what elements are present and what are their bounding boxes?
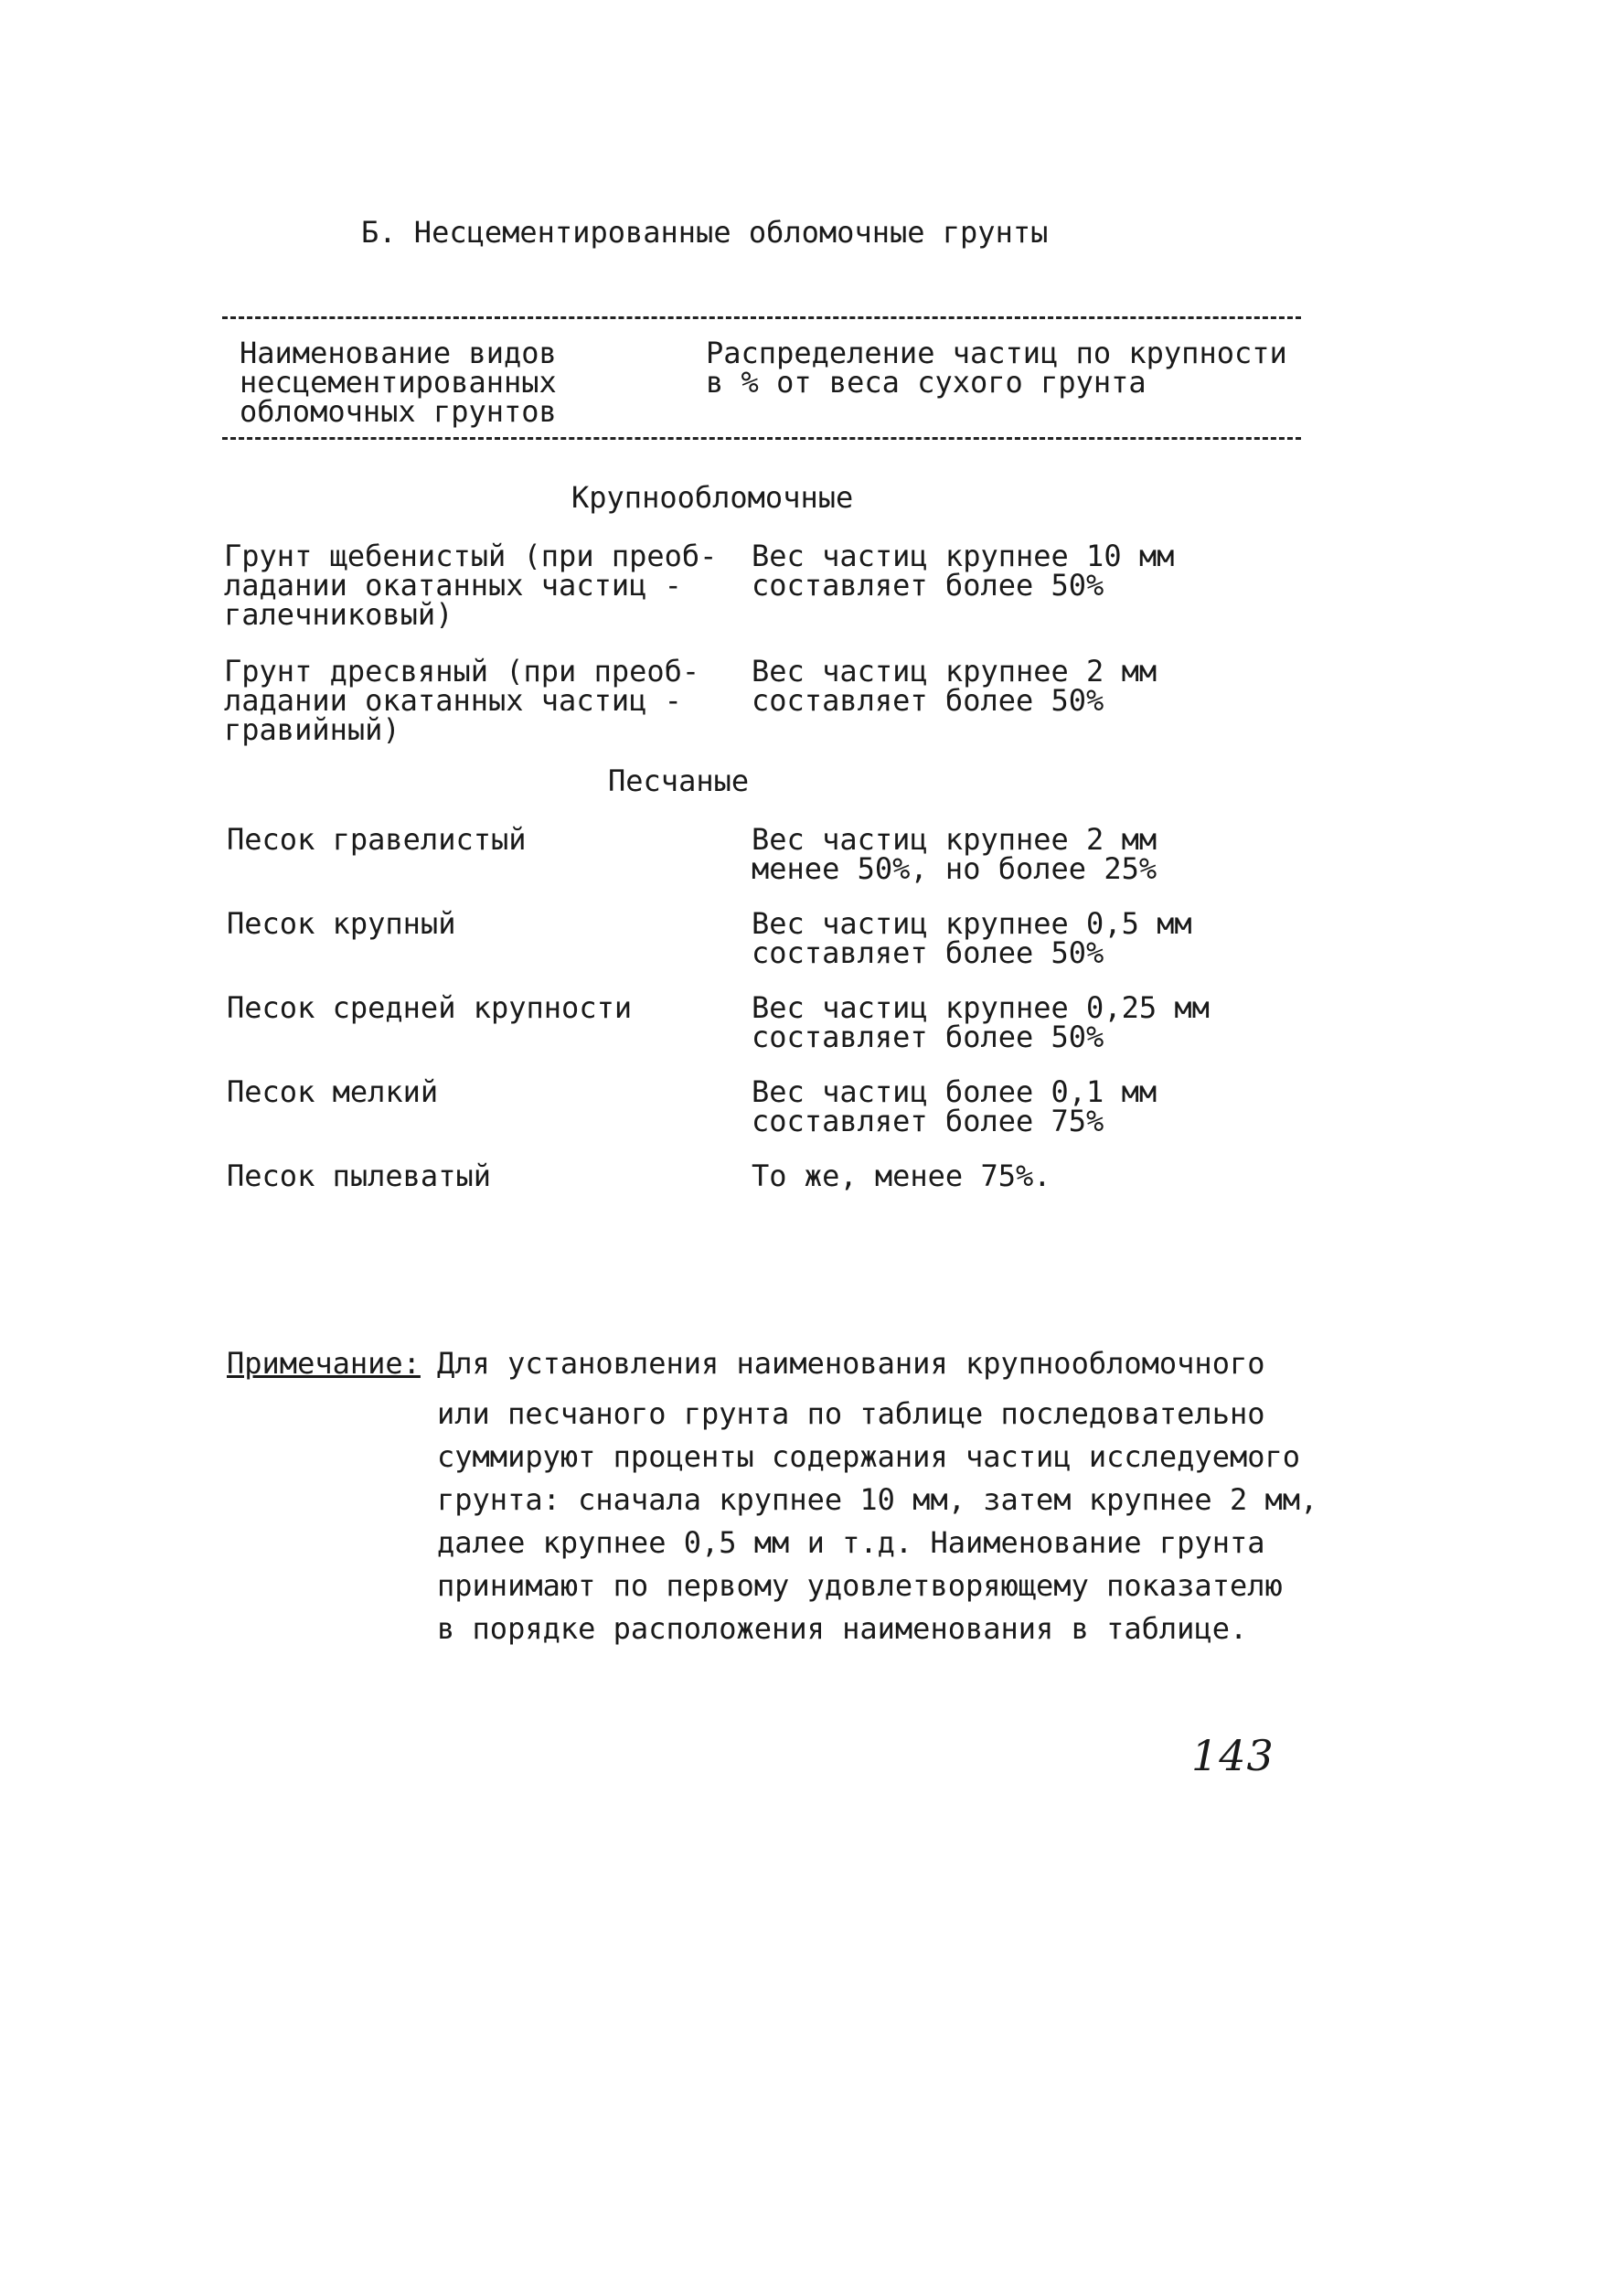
table-row-name: [224, 654, 700, 747]
page-number: 143: [1191, 1731, 1275, 1780]
note-line: принимают по первому удовлетворяющему показателю: [437, 1568, 1283, 1603]
note-line: грунта: сначала крупнее 10 мм, затем крупнее 2 мм,: [437, 1482, 1318, 1517]
row-value-line: составляет более 50%: [752, 683, 1104, 718]
header-col-1: [240, 336, 557, 429]
row-value-line: То же, менее 75%.: [752, 1159, 1051, 1193]
table-row-value: [752, 822, 1157, 886]
row-name-line: Песок гравелистый: [227, 822, 527, 857]
row-value-line: Вес частиц крупнее 0,25 мм: [752, 990, 1210, 1025]
section-title: Б. Несцементированные обломочные грунты: [361, 215, 1049, 250]
table-row-value: [752, 539, 1175, 603]
row-value-line: менее 50%, но более 25%: [752, 851, 1157, 886]
table-row-name: [227, 906, 456, 941]
table-row-name: [227, 822, 527, 857]
header-col-2: [706, 336, 1287, 400]
row-name-line: Песок крупный: [227, 906, 456, 941]
group-title-coarse: Крупнообломочные: [571, 480, 854, 515]
row-value-line: составляет более 50%: [752, 935, 1104, 970]
table-top-rule: [222, 316, 1301, 319]
header-col-1-line: обломочных грунтов: [240, 394, 557, 429]
row-value-line: Вес частиц крупнее 10 мм: [752, 539, 1175, 573]
row-name-line: Песок пылеватый: [227, 1159, 491, 1193]
row-name-line: Грунт щебенистый (при преоб-: [224, 539, 718, 573]
note-line: или песчаного грунта по таблице последовательно: [437, 1396, 1265, 1431]
note-body: [437, 1393, 1317, 1650]
row-name-line: Грунт дресвяный (при преоб-: [224, 654, 700, 689]
note-line: далее крупнее 0,5 мм и т.д. Наименование грунта: [437, 1525, 1265, 1560]
table-row-name: [227, 1074, 439, 1109]
header-col-2-line: в % от веса сухого грунта: [706, 365, 1147, 400]
table-row-name: [227, 990, 633, 1025]
row-value-line: составляет более 50%: [752, 1020, 1104, 1054]
header-col-2-line: Распределение частиц по крупности: [706, 336, 1287, 370]
row-value-line: Вес частиц крупнее 2 мм: [752, 822, 1157, 857]
note-label: Примечание:: [227, 1346, 421, 1381]
row-name-line: ладании окатанных частиц -: [224, 568, 682, 603]
table-row-name: [224, 539, 718, 632]
table-row-value: [752, 1161, 1051, 1191]
row-value-line: составляет более 50%: [752, 568, 1104, 603]
group-title-sandy: Песчаные: [608, 764, 750, 798]
row-value-line: Вес частиц крупнее 2 мм: [752, 654, 1157, 689]
row-name-line: Песок мелкий: [227, 1074, 439, 1109]
row-name-line: ладании окатанных частиц -: [224, 683, 682, 718]
note-line: Для установления наименования крупнообломочного: [437, 1346, 1265, 1381]
table-row-value: [752, 990, 1210, 1054]
note-line: в порядке расположения наименования в таблице.: [437, 1611, 1248, 1646]
header-col-1-line: Наименование видов: [240, 336, 557, 370]
table-row-value: [752, 654, 1157, 718]
row-value-line: Вес частиц крупнее 0,5 мм: [752, 906, 1192, 941]
table-row-name: [227, 1161, 491, 1191]
row-name-line: гравийный): [224, 712, 400, 747]
header-col-1-line: несцементированных: [240, 365, 557, 400]
row-name-line: галечниковый): [224, 597, 453, 632]
table-row-value: [752, 906, 1192, 970]
row-value-line: Вес частиц более 0,1 мм: [752, 1074, 1157, 1109]
note-line: суммируют проценты содержания частиц исследуемого: [437, 1439, 1301, 1474]
row-name-line: Песок средней крупности: [227, 990, 633, 1025]
table-row-value: [752, 1074, 1157, 1138]
table-header-rule: [222, 437, 1301, 440]
row-value-line: составляет более 75%: [752, 1104, 1104, 1138]
